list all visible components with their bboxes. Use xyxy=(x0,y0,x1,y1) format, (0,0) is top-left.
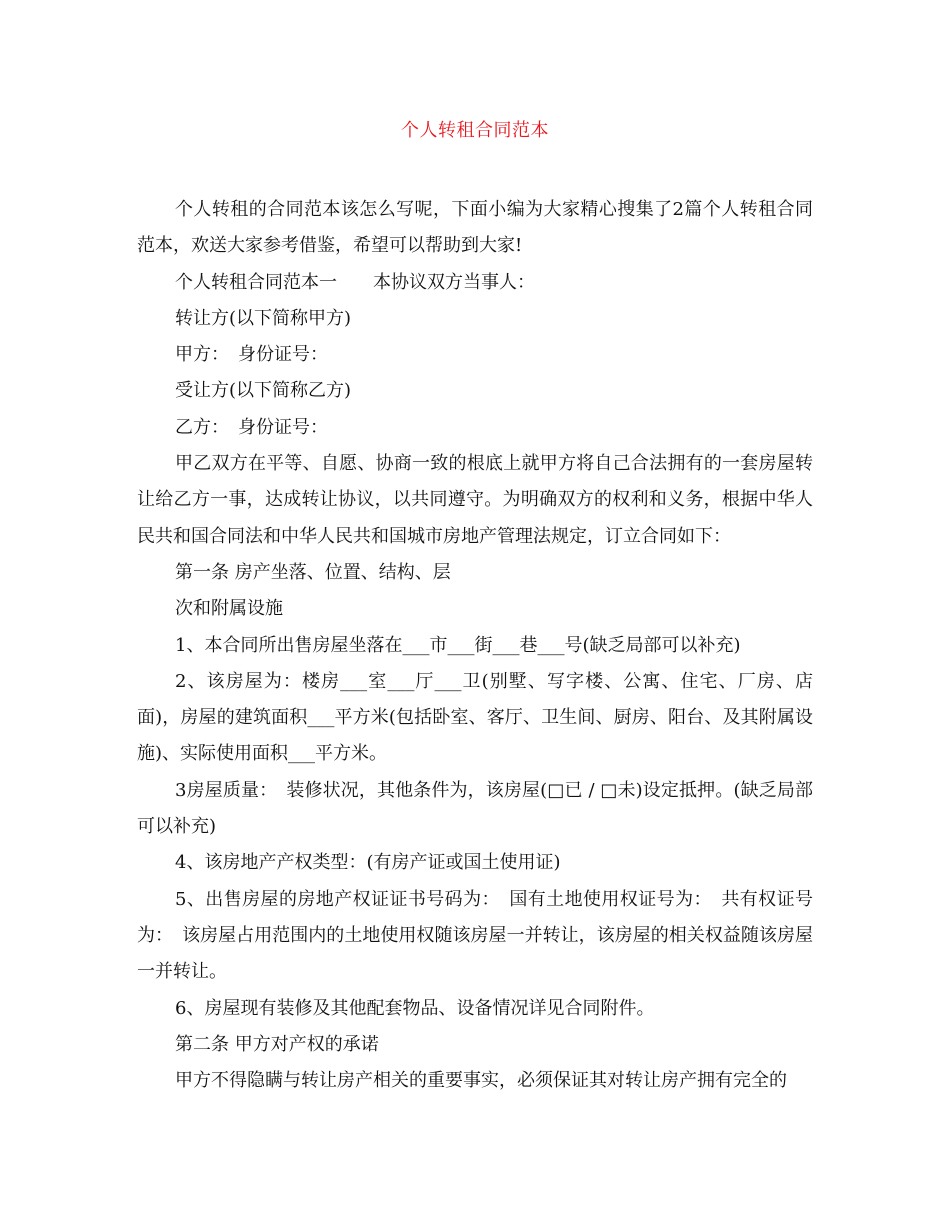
intro-paragraph: 个人转租的合同范本该怎么写呢，下面小编为大家精心搜集了2篇个人转租合同范本，欢送大家参考借鉴，希望可以帮助到大家! xyxy=(137,199,813,257)
document-body xyxy=(137,192,813,1099)
clause-3-paragraph: 3房屋质量： 装修状况，其他条件为，该房屋(□已 / □未)设定抵押。(缺乏局部可以补充) xyxy=(137,779,813,838)
clause-1-paragraph: 1、本合同所出售房屋坐落在___市___街___巷___号(缺乏局部可以补充) xyxy=(175,634,741,656)
party-b-paragraph: 乙方： 身份证号： xyxy=(175,416,328,438)
clause-5-paragraph: 5、出售房屋的房地产权证证书号码为： 国有土地使用权证号为： 共有权证号为： 该房屋占用范围内的土地使用权随该房屋一并转让，该房屋的相关权益随该房屋一并转让。 xyxy=(137,888,813,983)
clause-6-paragraph: 6、房屋现有装修及其他配套物品、设备情况详见合同附件。 xyxy=(175,997,655,1019)
clause-4-paragraph: 4、该房地产产权类型：(有房产证或国土使用证) xyxy=(175,852,561,874)
clause-2-paragraph: 2、该房屋为：楼房___室___厅___卫(别墅、写字楼、公寓、住宅、厂房、店面)，房屋的建筑面积___平方米(包括卧室、客厅、卫生间、厨房、阳台、及其附属设施)、实际使用面积___平方米。 xyxy=(137,670,813,765)
article-two-paragraph: 甲方不得隐瞒与转让房产相关的重要事实，必须保证其对转让房产拥有完全的 xyxy=(175,1070,787,1092)
agreement-paragraph: 甲乙双方在平等、自愿、协商一致的根底上就甲方将自己合法拥有的一套房屋转让给乙方一事，达成转让协议，以共同遵守。为明确双方的权利和义务，根据中华人民共和国合同法和中华人民共和国城市房地产管理法规定，订立合同如下： xyxy=(137,453,813,547)
article-two-heading: 第二条 甲方对产权的承诺 xyxy=(175,1033,379,1055)
article-one-heading: 第一条 房产坐落、位置、结构、层 xyxy=(175,561,451,583)
article-one-heading-continued: 次和附属设施 xyxy=(175,598,283,620)
transferor-paragraph: 转让方(以下简称甲方) xyxy=(175,307,352,329)
document-title: 个人转租合同范本 xyxy=(401,120,549,141)
transferee-paragraph: 受让方(以下简称乙方) xyxy=(175,380,352,402)
sample-heading-paragraph: 个人转租合同范本一 本协议双方当事人： xyxy=(175,271,535,293)
party-a-paragraph: 甲方： 身份证号： xyxy=(175,344,328,366)
